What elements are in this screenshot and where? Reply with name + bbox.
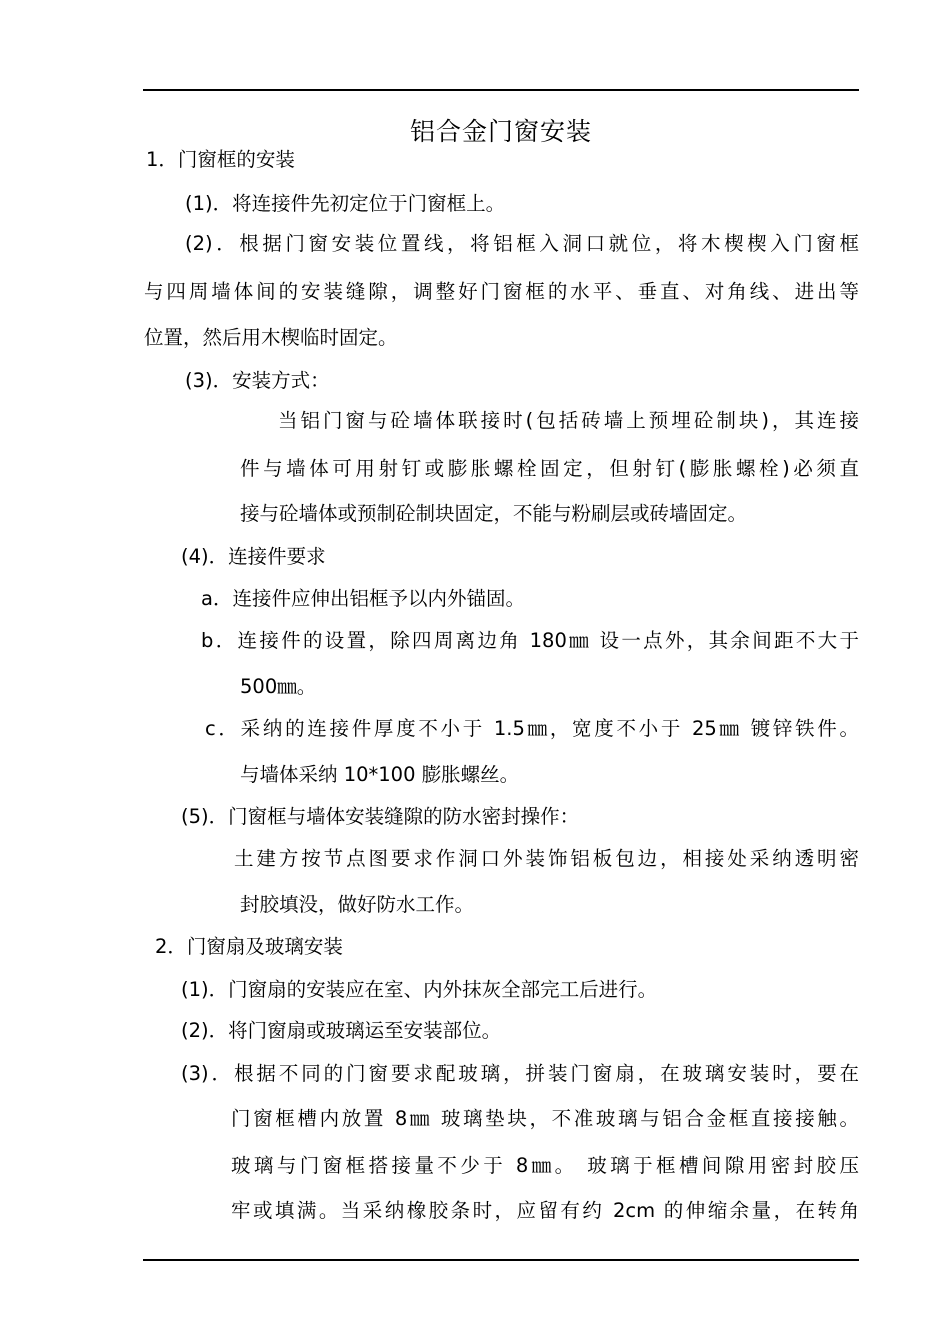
paragraph-line: 件与墙体可用射钉或膨胀螺栓固定，但射钉(膨胀螺栓)必须直	[240, 457, 859, 480]
paragraph-line: 门窗框槽内放置 8㎜ 玻璃垫块，不准玻璃与铝合金框直接接触。	[231, 1107, 859, 1130]
subheading: (4)．连接件要求	[181, 545, 326, 568]
section-heading-2: 2．门窗扇及玻璃安装	[155, 935, 343, 958]
paragraph-line: 土建方按节点图要求作洞口外装饰铝板包边，相接处采纳透明密	[234, 847, 859, 870]
section-heading-1: 1．门窗框的安装	[146, 148, 295, 171]
paragraph-line: 玻璃与门窗框搭接量不少于 8㎜。 玻璃于框槽间隙用密封胶压	[231, 1154, 859, 1177]
paragraph-line: (2)．将门窗扇或玻璃运至安装部位。	[181, 1019, 502, 1042]
paragraph-line: (1)．门窗扇的安装应在室、内外抹灰全部完工后进行。	[181, 978, 658, 1001]
paragraph-line: 封胶填没，做好防水工作。	[240, 893, 475, 916]
footer-rule	[143, 1259, 859, 1261]
paragraph-line: (3)．根据不同的门窗要求配玻璃，拼装门窗扇，在玻璃安装时，要在	[181, 1062, 859, 1085]
paragraph-line: 与四周墙体间的安装缝隙，调整好门窗框的水平、垂直、对角线、进出等	[144, 280, 859, 303]
list-item: c．采纳的连接件厚度不小于 1.5㎜，宽度不小于 25㎜ 镀锌铁件。	[205, 717, 859, 740]
list-item-continuation: 与墙体采纳 10*100 膨胀螺丝。	[240, 763, 520, 786]
paragraph-line: 接与砼墙体或预制砼制块固定，不能与粉刷层或砖墙固定。	[240, 502, 748, 525]
subheading: (5)．门窗框与墙体安装缝隙的防水密封操作：	[181, 805, 580, 828]
paragraph-line: (2)．根据门窗安装位置线，将铝框入洞口就位，将木楔楔入门窗框	[185, 232, 859, 255]
list-item: a．连接件应伸出铝框予以内外锚固。	[201, 587, 525, 610]
paragraph-line: 牢或填满。当采纳橡胶条时，应留有约 2cm 的伸缩余量，在转角	[231, 1199, 859, 1222]
paragraph-line: 位置，然后用木楔临时固定。	[144, 326, 398, 349]
paragraph-line: 当铝门窗与砼墙体联接时(包括砖墙上预埋砼制块)，其连接	[278, 409, 859, 432]
page-title: 铝合金门窗安装	[409, 117, 592, 146]
list-item-continuation: 500㎜。	[240, 675, 317, 698]
header-rule	[143, 89, 859, 91]
subheading: (3)．安装方式：	[185, 369, 330, 392]
paragraph-line: (1)．将连接件先初定位于门窗框上。	[185, 192, 506, 215]
list-item: b．连接件的设置，除四周离边角 180㎜ 设一点外，其余间距不大于	[201, 629, 859, 652]
